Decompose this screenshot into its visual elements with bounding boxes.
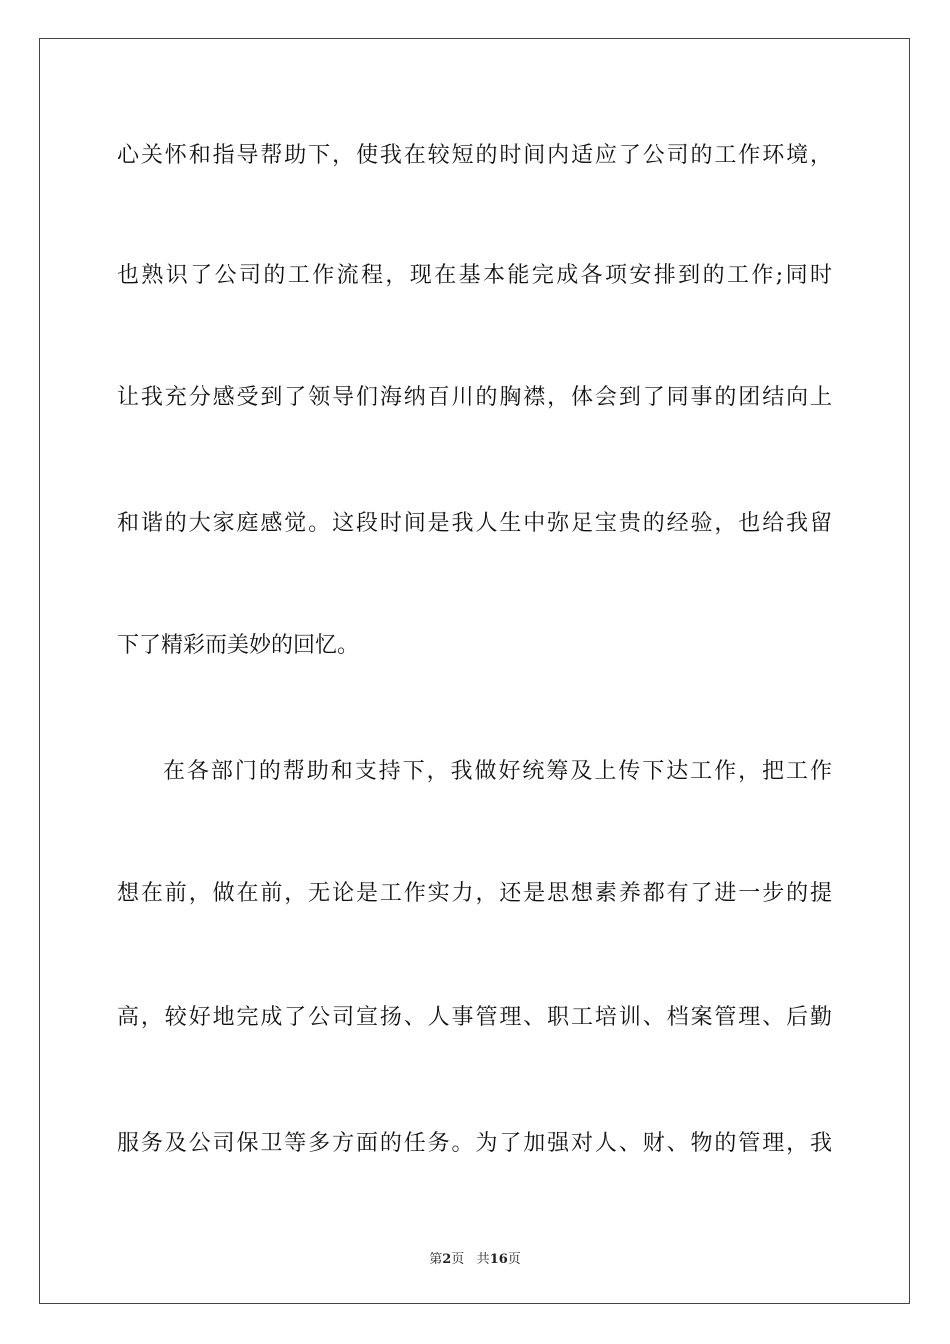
body-line-5: 下了精彩而美妙的回忆。 (117, 633, 360, 658)
footer-total-suffix: 页 (507, 1252, 521, 1267)
footer-page-suffix: 页 (451, 1252, 465, 1267)
body-line-7: 想在前，做在前，无论是工作实力，还是思想素养都有了进一步的提 (117, 881, 832, 906)
body-line-4: 和谐的大家庭感觉。这段时间是我人生中弥足宝贵的经验，也给我留 (117, 511, 832, 536)
body-line-2: 也熟识了公司的工作流程，现在基本能完成各项安排到的工作;同时 (117, 263, 832, 288)
body-line-3: 让我充分感受到了领导们海纳百川的胸襟，体会到了同事的团结向上 (117, 385, 832, 410)
footer-page-number: 2 (442, 1252, 452, 1267)
body-line-6: 在各部门的帮助和支持下，我做好统筹及上传下达工作，把工作 (163, 759, 832, 784)
footer-total-pages: 16 (489, 1252, 508, 1267)
footer-page-prefix: 第 (429, 1252, 443, 1267)
body-line-1: 心关怀和指导帮助下，使我在较短的时间内适应了公司的工作环境， (117, 143, 832, 168)
page-border (39, 38, 910, 1304)
body-line-8: 高，较好地完成了公司宣扬、人事管理、职工培训、档案管理、后勤 (117, 1005, 832, 1030)
body-line-9: 服务及公司保卫等多方面的任务。为了加强对人、财、物的管理，我 (117, 1131, 832, 1156)
footer-total-prefix: 共 (476, 1252, 490, 1267)
page-footer (0, 1248, 950, 1267)
